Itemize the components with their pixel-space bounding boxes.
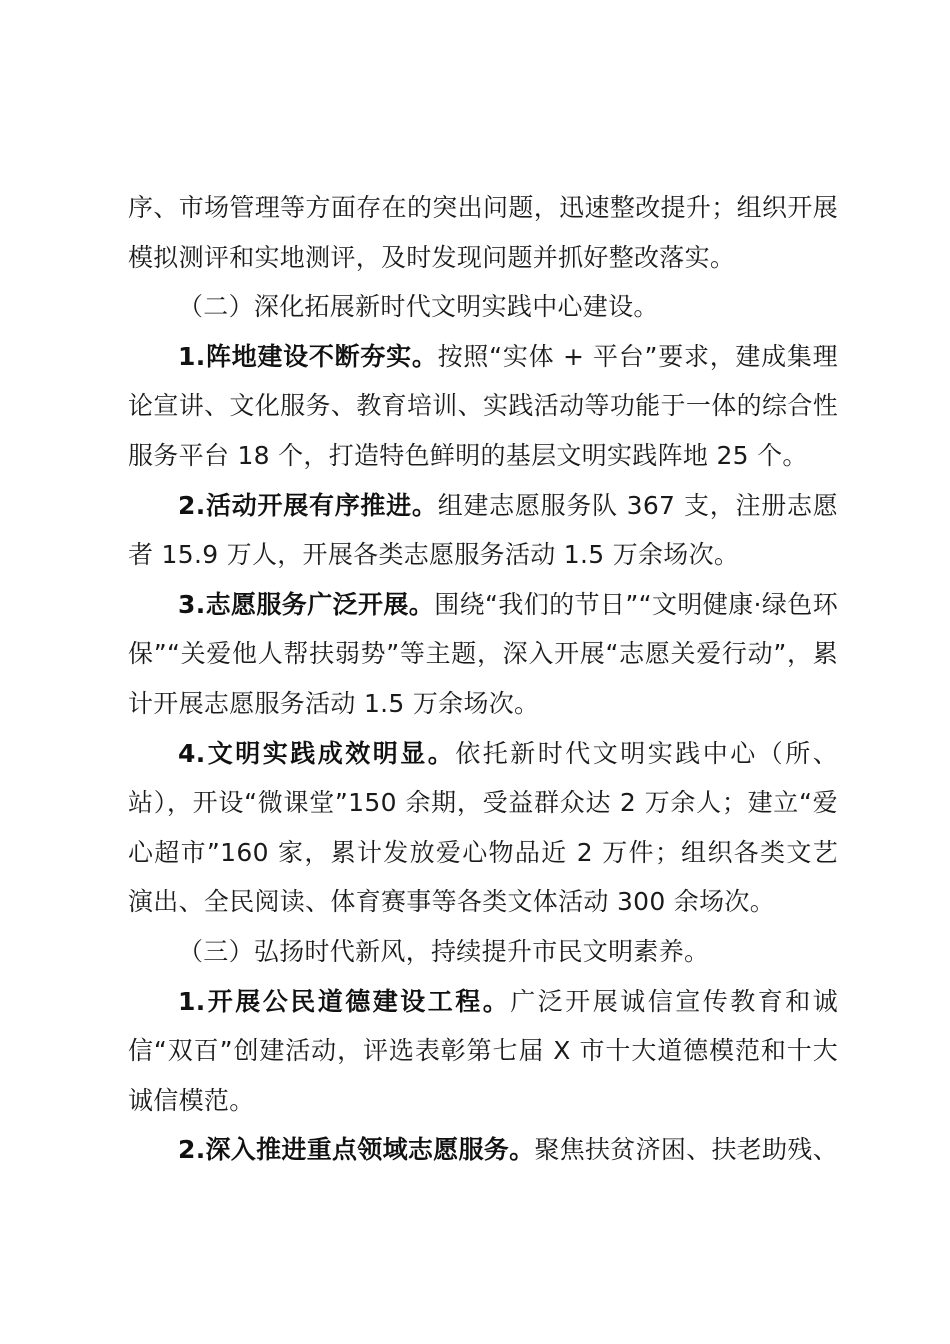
paragraph-text: 依托新时代文明实践中心（所、站），开设“微课堂”150 余期，受益群众达 2 万余人；建立“爱心超市”160 家，累计发放爱心物品近 2 万件；组织各类文艺演出、全民阅读、体育赛事等各类文体活动 300 余场次。	[128, 738, 839, 917]
paragraph-lead: 1.阵地建设不断夯实。	[178, 341, 438, 371]
section-heading-3	[128, 927, 838, 977]
paragraph-text: 序、市场管理等方面存在的突出问题，迅速整改提升；组织开展模拟测评和实地测评，及时发现问题并抓好整改落实。	[128, 193, 838, 272]
paragraph-lead: 1.开展公民道德建设工程。	[178, 986, 511, 1016]
paragraph-lead: 4.文明实践成效明显。	[178, 738, 456, 768]
paragraph-3	[128, 332, 838, 481]
paragraph-text: 组建志愿服务队 367 支，注册志愿者 15.9 万人，开展各类志愿服务活动 1.5 万余场次。	[128, 490, 838, 570]
paragraph-lead: 3.志愿服务广泛开展。	[178, 589, 435, 619]
paragraph-lead: 2.活动开展有序推进。	[178, 490, 438, 520]
paragraph-text: 聚焦扶贫济困、扶老助残、	[534, 1135, 839, 1165]
document-body	[128, 183, 838, 1175]
paragraph-1	[128, 183, 838, 282]
paragraph-text: 围绕“我们的节日”“文明健康·绿色环保”“关爱他人帮扶弱势”等主题，深入开展“志愿关爱行动”，累计开展志愿服务活动 1.5 万余场次。	[128, 589, 839, 718]
paragraph-9	[128, 1125, 838, 1175]
section-heading-2	[128, 282, 838, 332]
paragraph-text: （二）深化拓展新时代文明实践中心建设。	[178, 292, 659, 322]
paragraph-6	[128, 729, 838, 927]
paragraph-text: 广泛开展诚信宣传教育和诚信“双百”创建活动，评选表彰第七届 X 市十大道德模范和十大诚信模范。	[128, 986, 839, 1115]
paragraph-lead: 2.深入推进重点领域志愿服务。	[178, 1135, 535, 1165]
paragraph-4	[128, 481, 838, 580]
paragraph-5	[128, 580, 838, 729]
paragraph-text: 按照“实体 + 平台”要求，建成集理论宣讲、文化服务、教育培训、实践活动等功能于一体的综合性服务平台 18 个，打造特色鲜明的基层文明实践阵地 25 个。	[128, 341, 838, 470]
paragraph-8	[128, 977, 838, 1126]
paragraph-text: （三）弘扬时代新风，持续提升市民文明素养。	[178, 936, 710, 966]
